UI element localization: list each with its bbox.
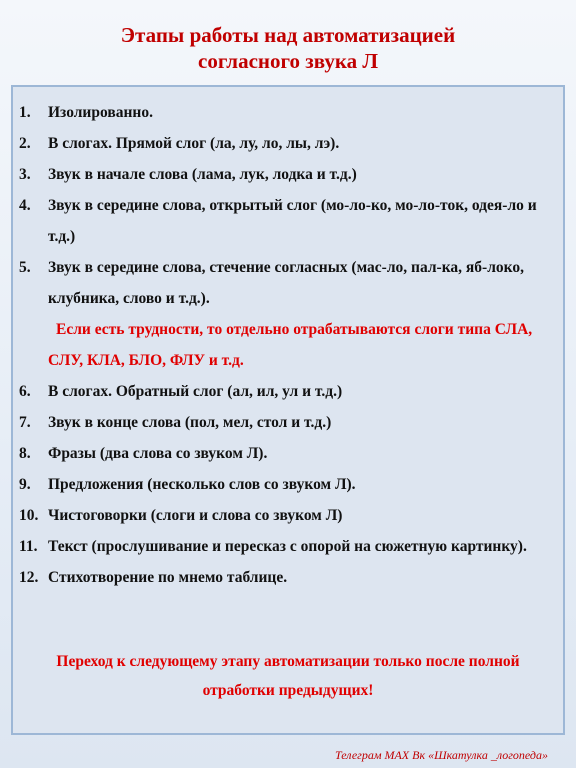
list-item-text: В слогах. Прямой слог (ла, лу, ло, лы, лэ). bbox=[48, 135, 340, 152]
title-line-1: Этапы работы над автоматизацией bbox=[120, 23, 456, 47]
list-item bbox=[13, 500, 563, 531]
list-item-number: 11. bbox=[19, 538, 38, 555]
list-item-text: Изолированно. bbox=[48, 104, 153, 121]
list-item-number: 12. bbox=[19, 569, 39, 586]
list-item-number: 3. bbox=[19, 166, 31, 183]
list-item-text: Звук в начале слова (лама, лук, лодка и т.д.) bbox=[48, 166, 357, 183]
list-item-text: Фразы (два слова со звуком Л). bbox=[48, 445, 268, 462]
list-item-text: Чистоговорки (слоги и слова со звуком Л) bbox=[48, 507, 343, 524]
list-item bbox=[13, 407, 563, 438]
list-item-number: 8. bbox=[19, 445, 31, 462]
footer-credits: Телеграм МАХ Вк «Шкатулка _логопеда» bbox=[335, 748, 548, 762]
list-item-number: 7. bbox=[19, 414, 31, 431]
list-item bbox=[13, 190, 563, 252]
title-line-2: согласного звука Л bbox=[198, 49, 378, 73]
list-item-number: 10. bbox=[19, 507, 39, 524]
list-item-number: 4. bbox=[19, 197, 31, 214]
list-item bbox=[13, 469, 563, 500]
list-item bbox=[13, 562, 563, 593]
final-note-line-1: Переход к следующему этапу автоматизации только после полной bbox=[56, 653, 520, 670]
list-item-number: 2. bbox=[19, 135, 31, 152]
list-item bbox=[13, 128, 563, 159]
list-item bbox=[13, 438, 563, 469]
final-note bbox=[13, 647, 563, 705]
steps-list bbox=[13, 97, 563, 593]
list-item-text: Текст (прослушивание и пересказ с опорой на сюжетную картинку). bbox=[48, 538, 527, 555]
list-item-number: 9. bbox=[19, 476, 31, 493]
steps-panel bbox=[11, 85, 565, 735]
list-item-text: Стихотворение по мнемо таблице. bbox=[48, 569, 288, 586]
final-note-line-2: отработки предыдущих! bbox=[202, 682, 374, 699]
list-item-text: В слогах. Обратный слог (ал, ил, ул и т.д.) bbox=[48, 383, 343, 400]
list-item bbox=[13, 97, 563, 128]
list-item-text: Предложения (несколько слов со звуком Л). bbox=[48, 476, 356, 493]
list-item-number: 5. bbox=[19, 259, 31, 276]
list-item-text: Звук в середине слова, стечение согласных (мас-ло, пал-ка, яб-локо, клубника, слово и т.д.). bbox=[48, 259, 524, 307]
list-item-number: 6. bbox=[19, 383, 31, 400]
steps-group-before-note bbox=[13, 97, 563, 314]
list-item-text: Звук в конце слова (пол, мел, стол и т.д.) bbox=[48, 414, 332, 431]
difficulty-note: Если есть трудности, то отдельно отрабатываются слоги типа СЛА, СЛУ, КЛА, БЛО, ФЛУ и т.д. bbox=[48, 321, 533, 369]
list-item bbox=[13, 159, 563, 190]
list-item bbox=[13, 376, 563, 407]
list-item bbox=[13, 252, 563, 314]
list-item-text: Звук в середине слова, открытый слог (мо-ло-ко, мо-ло-ток, одея-ло и т.д.) bbox=[48, 197, 537, 245]
steps-group-after-note bbox=[13, 376, 563, 593]
list-item bbox=[13, 531, 563, 562]
page-title bbox=[0, 22, 576, 74]
list-item-number: 1. bbox=[19, 104, 31, 121]
